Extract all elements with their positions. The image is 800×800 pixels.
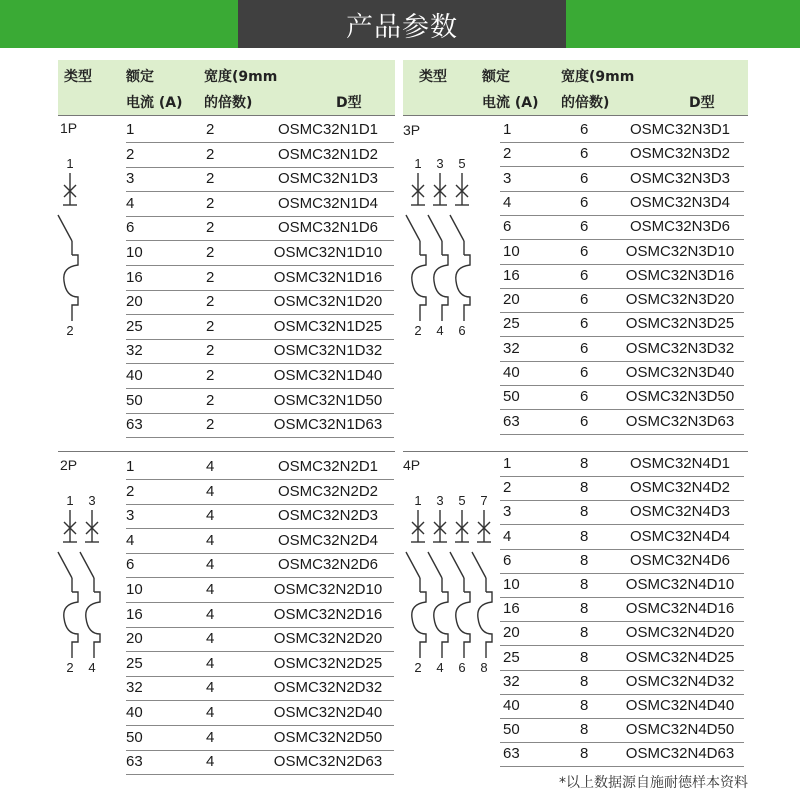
width-multiple: 2 bbox=[206, 244, 215, 261]
table-row bbox=[500, 694, 744, 719]
width-multiple: 4 bbox=[206, 630, 215, 648]
table-row bbox=[500, 476, 744, 501]
model-number: OSMC32N4D63 bbox=[625, 745, 735, 763]
width-multiple: 2 bbox=[206, 391, 215, 409]
width-multiple: 8 bbox=[580, 551, 589, 569]
model-number: OSMC32N4D3 bbox=[629, 503, 731, 521]
model-number: OSMC32N1D6 bbox=[277, 219, 379, 237]
rated-current: 4 bbox=[126, 194, 135, 212]
section-type-label: 3P bbox=[403, 122, 421, 138]
table-row bbox=[126, 529, 394, 554]
table-row bbox=[500, 573, 744, 598]
width-multiple: 8 bbox=[580, 576, 589, 593]
rated-current: 32 bbox=[503, 339, 520, 357]
width-multiple: 8 bbox=[580, 527, 589, 545]
header-type: 类型 bbox=[419, 69, 447, 85]
table-row bbox=[126, 192, 394, 217]
model-number: OSMC32N3D16 bbox=[625, 266, 735, 284]
rated-current: 50 bbox=[503, 388, 520, 406]
model-number: OSMC32N3D6 bbox=[629, 218, 731, 236]
rated-current: 50 bbox=[126, 391, 143, 409]
rated-current: 50 bbox=[503, 721, 520, 739]
table-row bbox=[126, 118, 394, 143]
rated-current: 4 bbox=[503, 527, 512, 545]
table-row bbox=[126, 603, 394, 628]
model-number: OSMC32N2D20 bbox=[273, 630, 383, 648]
model-number: OSMC32N2D63 bbox=[273, 753, 383, 771]
table-row bbox=[126, 676, 394, 701]
width-multiple: 6 bbox=[580, 242, 589, 260]
width-multiple: 4 bbox=[206, 556, 215, 574]
table-row bbox=[500, 670, 744, 695]
table-header-right bbox=[403, 60, 748, 115]
model-number: OSMC32N3D10 bbox=[625, 242, 735, 260]
header-width-2: 的倍数) bbox=[204, 95, 253, 111]
rated-current: 25 bbox=[126, 317, 143, 335]
pole-top-number: 1 bbox=[66, 493, 74, 508]
rated-current: 4 bbox=[503, 193, 512, 211]
pole-symbol bbox=[58, 493, 78, 675]
table-row bbox=[126, 652, 394, 677]
header-rated-2: 电流 (A) bbox=[126, 95, 183, 111]
model-number: OSMC32N3D4 bbox=[629, 193, 731, 211]
header-width-1: 宽度(9mm bbox=[561, 69, 635, 85]
rated-current: 20 bbox=[503, 624, 520, 642]
model-number: OSMC32N4D2 bbox=[629, 479, 731, 497]
footnote: *以上数据源自施耐德样本资料 bbox=[559, 775, 748, 791]
pole-bottom-number: 2 bbox=[414, 660, 422, 675]
model-number: OSMC32N2D50 bbox=[273, 728, 383, 746]
model-number: OSMC32N4D32 bbox=[625, 672, 735, 690]
table-row bbox=[500, 361, 744, 386]
header-type: 类型 bbox=[64, 69, 92, 85]
width-multiple: 2 bbox=[206, 194, 215, 212]
model-number: OSMC32N4D1 bbox=[629, 455, 731, 472]
pole-bottom-number: 4 bbox=[88, 660, 96, 675]
rated-current: 20 bbox=[126, 630, 143, 648]
model-number: OSMC32N1D16 bbox=[273, 268, 383, 286]
rated-current: 16 bbox=[126, 268, 143, 286]
pole-top-number: 1 bbox=[414, 493, 422, 508]
breaker-symbol-icon bbox=[400, 492, 506, 677]
rated-current: 3 bbox=[126, 507, 135, 525]
model-number: OSMC32N4D6 bbox=[629, 551, 731, 569]
section-divider bbox=[58, 451, 395, 452]
width-multiple: 8 bbox=[580, 479, 589, 497]
pole-bottom-number: 6 bbox=[458, 323, 466, 338]
table-row bbox=[126, 290, 394, 315]
width-multiple: 6 bbox=[580, 121, 589, 138]
width-multiple: 6 bbox=[580, 339, 589, 357]
width-multiple: 6 bbox=[580, 291, 589, 309]
width-multiple: 6 bbox=[580, 364, 589, 381]
pole-top-number: 7 bbox=[480, 493, 488, 508]
table-row bbox=[126, 701, 394, 726]
model-number: OSMC32N2D25 bbox=[273, 654, 383, 672]
table-row bbox=[500, 264, 744, 289]
width-multiple: 8 bbox=[580, 648, 589, 666]
model-number: OSMC32N2D3 bbox=[277, 507, 379, 525]
width-multiple: 6 bbox=[580, 388, 589, 406]
pole-bottom-number: 4 bbox=[436, 323, 444, 338]
pole-symbol bbox=[450, 156, 470, 338]
model-number: OSMC32N2D2 bbox=[277, 482, 379, 500]
header-rated-2: 电流 (A) bbox=[482, 95, 539, 111]
model-number: OSMC32N2D10 bbox=[273, 581, 383, 598]
width-multiple: 4 bbox=[206, 581, 215, 598]
table-row bbox=[500, 452, 744, 477]
rated-current: 20 bbox=[503, 291, 520, 309]
width-multiple: 8 bbox=[580, 745, 589, 763]
section-divider bbox=[403, 115, 748, 116]
table-row bbox=[126, 726, 394, 751]
model-number: OSMC32N1D1 bbox=[277, 121, 379, 138]
pole-top-number: 3 bbox=[88, 493, 96, 508]
rated-current: 10 bbox=[126, 581, 143, 598]
pole-top-number: 1 bbox=[414, 156, 422, 171]
model-number: OSMC32N2D16 bbox=[273, 605, 383, 623]
model-number: OSMC32N1D25 bbox=[273, 317, 383, 335]
model-number: OSMC32N3D1 bbox=[629, 121, 731, 138]
table-row bbox=[126, 455, 394, 480]
model-number: OSMC32N3D50 bbox=[625, 388, 735, 406]
width-multiple: 4 bbox=[206, 704, 215, 721]
width-multiple: 2 bbox=[206, 317, 215, 335]
pole-bottom-number: 2 bbox=[66, 323, 74, 338]
rated-current: 2 bbox=[126, 145, 135, 163]
width-multiple: 2 bbox=[206, 342, 215, 360]
width-multiple: 4 bbox=[206, 482, 215, 500]
model-number: OSMC32N2D32 bbox=[273, 679, 383, 697]
rated-current: 32 bbox=[126, 342, 143, 360]
pole-symbol bbox=[428, 493, 448, 675]
rated-current: 2 bbox=[503, 145, 512, 163]
pole-bottom-number: 8 bbox=[480, 660, 488, 675]
table-row bbox=[126, 266, 394, 291]
width-multiple: 2 bbox=[206, 145, 215, 163]
rated-current: 2 bbox=[503, 479, 512, 497]
table-row bbox=[500, 191, 744, 216]
width-multiple: 8 bbox=[580, 503, 589, 521]
rated-current: 40 bbox=[503, 697, 520, 714]
width-multiple: 2 bbox=[206, 219, 215, 237]
table-row bbox=[500, 597, 744, 622]
width-multiple: 2 bbox=[206, 268, 215, 286]
breaker-symbol-icon bbox=[52, 492, 114, 677]
model-number: OSMC32N2D40 bbox=[273, 704, 383, 721]
table-row bbox=[126, 389, 394, 414]
pole-symbol bbox=[406, 156, 426, 338]
rated-current: 50 bbox=[126, 728, 143, 746]
rated-current: 32 bbox=[126, 679, 143, 697]
rated-current: 25 bbox=[503, 315, 520, 333]
header-dtype: D型 bbox=[336, 95, 362, 111]
table-row bbox=[126, 578, 394, 603]
pole-bottom-number: 2 bbox=[414, 323, 422, 338]
table-row bbox=[500, 718, 744, 743]
pole-symbol bbox=[450, 493, 470, 675]
pole-top-number: 1 bbox=[66, 156, 74, 171]
table-row bbox=[500, 742, 744, 767]
table-row bbox=[126, 216, 394, 241]
pole-bottom-number: 2 bbox=[66, 660, 74, 675]
model-number: OSMC32N3D20 bbox=[625, 291, 735, 309]
model-number: OSMC32N4D50 bbox=[625, 721, 735, 739]
header-rated-1: 额定 bbox=[482, 69, 510, 85]
width-multiple: 8 bbox=[580, 721, 589, 739]
table-row bbox=[500, 500, 744, 525]
pole-symbol bbox=[406, 493, 426, 675]
width-multiple: 2 bbox=[206, 121, 215, 138]
rated-current: 2 bbox=[126, 482, 135, 500]
rated-current: 3 bbox=[503, 169, 512, 187]
table-row bbox=[126, 364, 394, 389]
width-multiple: 6 bbox=[580, 218, 589, 236]
table-row bbox=[500, 337, 744, 362]
section-type-label: 1P bbox=[60, 120, 78, 136]
rated-current: 6 bbox=[503, 551, 512, 569]
width-multiple: 4 bbox=[206, 753, 215, 771]
width-multiple: 2 bbox=[206, 416, 215, 434]
table-row bbox=[500, 646, 744, 671]
width-multiple: 8 bbox=[580, 624, 589, 642]
model-number: OSMC32N1D32 bbox=[273, 342, 383, 360]
table-row bbox=[500, 142, 744, 167]
model-number: OSMC32N1D2 bbox=[277, 145, 379, 163]
section-type-label: 2P bbox=[60, 457, 78, 473]
pole-top-number: 3 bbox=[436, 493, 444, 508]
pole-symbol bbox=[428, 156, 448, 338]
width-multiple: 6 bbox=[580, 266, 589, 284]
model-number: OSMC32N4D10 bbox=[625, 576, 735, 593]
pole-bottom-number: 6 bbox=[458, 660, 466, 675]
table-row bbox=[500, 410, 744, 435]
model-number: OSMC32N4D4 bbox=[629, 527, 731, 545]
model-number: OSMC32N4D16 bbox=[625, 600, 735, 618]
rated-current: 25 bbox=[503, 648, 520, 666]
table-row bbox=[500, 621, 744, 646]
table-row bbox=[126, 553, 394, 578]
width-multiple: 4 bbox=[206, 458, 215, 475]
table-row bbox=[126, 750, 394, 775]
rated-current: 10 bbox=[503, 242, 520, 260]
model-number: OSMC32N3D32 bbox=[625, 339, 735, 357]
header-dtype: D型 bbox=[689, 95, 715, 111]
rated-current: 63 bbox=[503, 412, 520, 430]
section-type-label: 4P bbox=[403, 457, 421, 473]
rated-current: 63 bbox=[503, 745, 520, 763]
rated-current: 10 bbox=[503, 576, 520, 593]
model-number: OSMC32N2D1 bbox=[277, 458, 379, 475]
pole-top-number: 5 bbox=[458, 493, 466, 508]
width-multiple: 4 bbox=[206, 728, 215, 746]
breaker-symbol-icon bbox=[400, 155, 484, 340]
table-row bbox=[500, 240, 744, 265]
pole-bottom-number: 4 bbox=[436, 660, 444, 675]
table-row bbox=[126, 241, 394, 266]
rated-current: 1 bbox=[126, 121, 135, 138]
rated-current: 3 bbox=[503, 503, 512, 521]
width-multiple: 6 bbox=[580, 412, 589, 430]
width-multiple: 4 bbox=[206, 531, 215, 549]
table-row bbox=[500, 549, 744, 574]
width-multiple: 8 bbox=[580, 600, 589, 618]
model-number: OSMC32N1D50 bbox=[273, 391, 383, 409]
table-row bbox=[126, 413, 394, 438]
rated-current: 6 bbox=[126, 556, 135, 574]
table-row bbox=[500, 525, 744, 550]
model-number: OSMC32N3D40 bbox=[625, 364, 735, 381]
rated-current: 25 bbox=[126, 654, 143, 672]
rated-current: 6 bbox=[126, 219, 135, 237]
rated-current: 16 bbox=[126, 605, 143, 623]
rated-current: 4 bbox=[126, 531, 135, 549]
rated-current: 3 bbox=[126, 170, 135, 188]
table-row bbox=[126, 504, 394, 529]
rated-current: 1 bbox=[503, 455, 512, 472]
rated-current: 32 bbox=[503, 672, 520, 690]
width-multiple: 6 bbox=[580, 169, 589, 187]
model-number: OSMC32N2D6 bbox=[277, 556, 379, 574]
width-multiple: 4 bbox=[206, 605, 215, 623]
model-number: OSMC32N2D4 bbox=[277, 531, 379, 549]
width-multiple: 4 bbox=[206, 654, 215, 672]
width-multiple: 4 bbox=[206, 679, 215, 697]
pole-top-number: 3 bbox=[436, 156, 444, 171]
table-row bbox=[500, 167, 744, 192]
model-number: OSMC32N3D25 bbox=[625, 315, 735, 333]
width-multiple: 2 bbox=[206, 293, 215, 311]
rated-current: 63 bbox=[126, 753, 143, 771]
model-number: OSMC32N1D20 bbox=[273, 293, 383, 311]
pole-symbol bbox=[472, 493, 492, 675]
table-row bbox=[126, 339, 394, 364]
width-multiple: 6 bbox=[580, 145, 589, 163]
table-row bbox=[500, 385, 744, 410]
rated-current: 16 bbox=[503, 266, 520, 284]
rated-current: 6 bbox=[503, 218, 512, 236]
rated-current: 40 bbox=[126, 704, 143, 721]
table-row bbox=[126, 167, 394, 192]
table-row bbox=[126, 315, 394, 340]
pole-symbol bbox=[80, 493, 100, 675]
model-number: OSMC32N1D4 bbox=[277, 194, 379, 212]
pole-top-number: 5 bbox=[458, 156, 466, 171]
model-number: OSMC32N3D3 bbox=[629, 169, 731, 187]
table-row bbox=[126, 143, 394, 168]
model-number: OSMC32N1D40 bbox=[273, 367, 383, 384]
width-multiple: 6 bbox=[580, 315, 589, 333]
model-number: OSMC32N4D40 bbox=[625, 697, 735, 714]
width-multiple: 8 bbox=[580, 697, 589, 714]
rated-current: 1 bbox=[126, 458, 135, 475]
breaker-symbol-icon bbox=[52, 155, 92, 340]
width-multiple: 2 bbox=[206, 367, 215, 384]
header-width-1: 宽度(9mm bbox=[204, 69, 278, 85]
table-row bbox=[500, 312, 744, 337]
rated-current: 20 bbox=[126, 293, 143, 311]
width-multiple: 2 bbox=[206, 170, 215, 188]
rated-current: 16 bbox=[503, 600, 520, 618]
model-number: OSMC32N4D25 bbox=[625, 648, 735, 666]
model-number: OSMC32N1D3 bbox=[277, 170, 379, 188]
width-multiple: 8 bbox=[580, 672, 589, 690]
rated-current: 1 bbox=[503, 121, 512, 138]
table-row bbox=[500, 288, 744, 313]
table-header-left bbox=[58, 60, 395, 115]
width-multiple: 8 bbox=[580, 455, 589, 472]
width-multiple: 6 bbox=[580, 193, 589, 211]
header-rated-1: 额定 bbox=[126, 69, 154, 85]
pole-symbol bbox=[58, 156, 78, 338]
model-number: OSMC32N3D63 bbox=[625, 412, 735, 430]
table-row bbox=[126, 480, 394, 505]
table-row bbox=[126, 627, 394, 652]
header-width-2: 的倍数) bbox=[561, 95, 610, 111]
width-multiple: 4 bbox=[206, 507, 215, 525]
model-number: OSMC32N1D63 bbox=[273, 416, 383, 434]
section-divider bbox=[58, 115, 395, 116]
model-number: OSMC32N1D10 bbox=[273, 244, 383, 261]
rated-current: 63 bbox=[126, 416, 143, 434]
table-row bbox=[500, 215, 744, 240]
rated-current: 40 bbox=[503, 364, 520, 381]
model-number: OSMC32N3D2 bbox=[629, 145, 731, 163]
rated-current: 10 bbox=[126, 244, 143, 261]
model-number: OSMC32N4D20 bbox=[625, 624, 735, 642]
table-row bbox=[500, 118, 744, 143]
rated-current: 40 bbox=[126, 367, 143, 384]
page-title: 产品参数 bbox=[238, 0, 566, 48]
